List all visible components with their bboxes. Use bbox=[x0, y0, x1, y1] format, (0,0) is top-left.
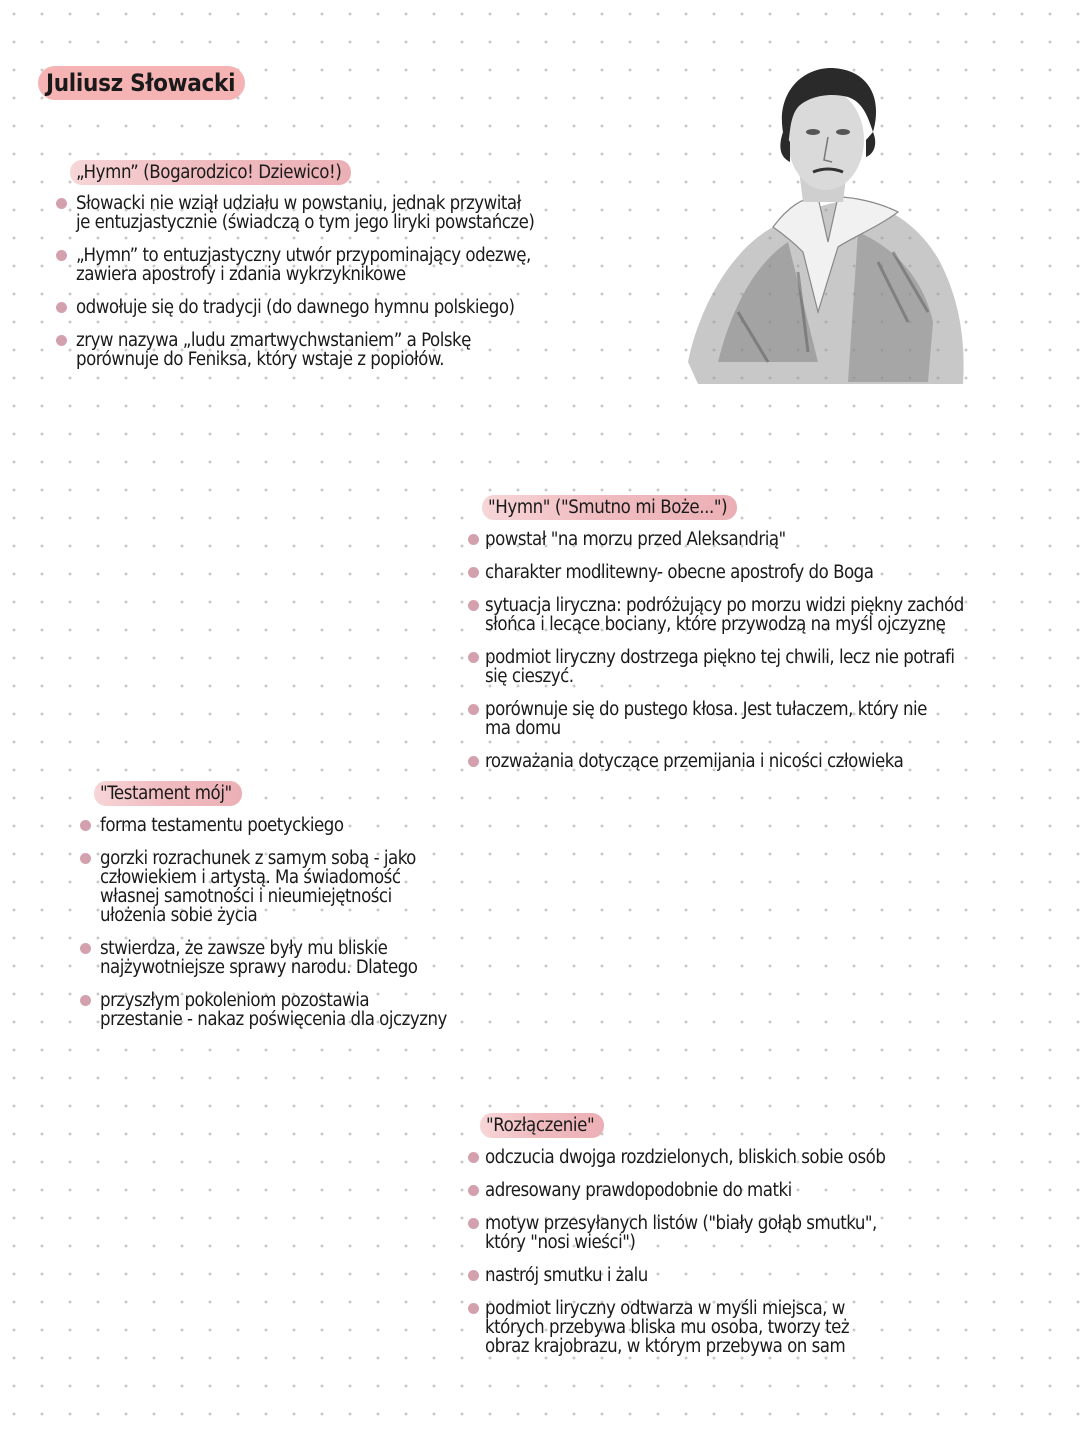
list-item: „Hymn” to entuzjastyczny utwór przypominający odezwę, zawiera apostrofy i zdania wykrzyknikowe bbox=[56, 246, 616, 284]
page-title: Juliusz Słowacki bbox=[38, 66, 245, 100]
list-item: forma testamentu poetyckiego bbox=[80, 816, 500, 835]
list-item: charakter modlitewny- obecne apostrofy do Boga bbox=[468, 563, 1048, 582]
bullet-icon bbox=[468, 704, 479, 715]
section-heading-testament-moj: "Testament mój" bbox=[94, 781, 242, 806]
list-item: przyszłym pokoleniom pozostawia przestanie - nakaz poświęcenia dla ojczyzny bbox=[80, 991, 500, 1029]
list-item: gorzki rozrachunek z samym sobą - jako człowiekiem i artystą. Ma świadomość własnej samotności i nieumiejętności ułożenia sobie życia bbox=[80, 849, 500, 925]
list-item: odczucia dwojga rozdzielonych, bliskich sobie osób bbox=[468, 1148, 988, 1167]
bullet-icon bbox=[468, 1152, 479, 1163]
bullet-icon bbox=[80, 853, 91, 864]
bullet-icon bbox=[56, 250, 67, 261]
bullet-icon bbox=[468, 534, 479, 545]
list-item: porównuje się do pustego kłosa. Jest tułaczem, który nie ma domu bbox=[468, 700, 1048, 738]
list-item: stwierdza, że zawsze były mu bliskie najżywotniejsze sprawy narodu. Dlatego bbox=[80, 939, 500, 977]
bullet-icon bbox=[80, 820, 91, 831]
section-list-hymn-bogarodzico bbox=[56, 194, 616, 369]
section-heading-rozlaczenie: "Rozłączenie" bbox=[480, 1113, 604, 1138]
list-item: adresowany prawdopodobnie do matki bbox=[468, 1181, 988, 1200]
section-list-hymn-smutno bbox=[468, 530, 1048, 771]
list-item: rozważania dotyczące przemijania i nicości człowieka bbox=[468, 752, 1048, 771]
bullet-icon bbox=[468, 652, 479, 663]
bullet-icon bbox=[80, 995, 91, 1006]
bullet-icon bbox=[56, 198, 67, 209]
list-item: podmiot liryczny odtwarza w myśli miejsca, w których przebywa bliska mu osoba, tworzy też obraz krajobrazu, w którym przebywa on sam bbox=[468, 1299, 988, 1356]
list-item: sytuacja liryczna: podróżujący po morzu widzi piękny zachód słońca i lecące bociany, które przywodzą na myśl ojczyznę bbox=[468, 596, 1048, 634]
bullet-icon bbox=[468, 1185, 479, 1196]
bullet-icon bbox=[468, 1218, 479, 1229]
bullet-icon bbox=[56, 335, 67, 346]
section-list-rozlaczenie bbox=[468, 1148, 988, 1356]
section-heading-hymn-smutno: "Hymn" ("Smutno mi Boże...") bbox=[482, 495, 737, 520]
bullet-icon bbox=[468, 1303, 479, 1314]
bullet-icon bbox=[80, 943, 91, 954]
list-item: motyw przesyłanych listów ("biały gołąb smutku", który "nosi wieści") bbox=[468, 1214, 988, 1252]
list-item: odwołuje się do tradycji (do dawnego hymnu polskiego) bbox=[56, 298, 616, 317]
list-item: Słowacki nie wziął udziału w powstaniu, jednak przywitał je entuzjastycznie (świadczą o tym jego liryki powstańcze) bbox=[56, 194, 616, 232]
bullet-icon bbox=[468, 600, 479, 611]
list-item: zryw nazywa „ludu zmartwychwstaniem” a Polskę porównuje do Feniksa, który wstaje z popiołów. bbox=[56, 331, 616, 369]
section-heading-hymn-bogarodzico: „Hymn” (Bogarodzico! Dziewico!) bbox=[70, 160, 351, 185]
portrait-engraving-icon bbox=[678, 62, 968, 386]
bullet-icon bbox=[468, 567, 479, 578]
bullet-icon bbox=[468, 756, 479, 767]
list-item: powstał "na morzu przed Aleksandrią" bbox=[468, 530, 1048, 549]
list-item: podmiot liryczny dostrzega piękno tej chwili, lecz nie potrafi się cieszyć. bbox=[468, 648, 1048, 686]
bullet-icon bbox=[56, 302, 67, 313]
bullet-icon bbox=[468, 1270, 479, 1281]
list-item: nastrój smutku i żalu bbox=[468, 1266, 988, 1285]
section-list-testament-moj bbox=[80, 816, 500, 1029]
